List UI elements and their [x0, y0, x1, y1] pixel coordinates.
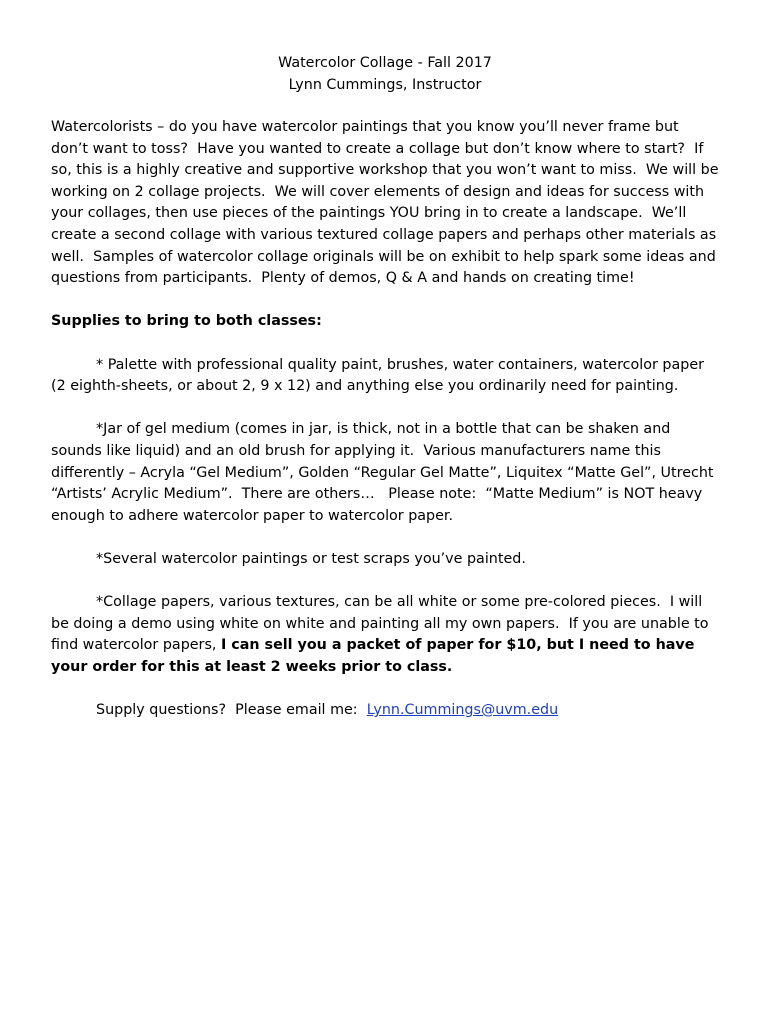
supplies-heading: Supplies to bring to both classes: — [51, 313, 322, 330]
instructor-line: Lynn Cummings, Instructor — [288, 77, 482, 93]
supply-item-gel-medium: *Jar of gel medium (comes in jar, is thick, not in a bottle that can be shaken and sounds like liquid) and an old brush for applying it. Various manufacturers name this differently – Acryla “Gel Medium”, Golden “Regular Gel Matte”, Liquitex “Matte Gel”, Utrecht “Artists’ Acrylic Medium”. There are others… Please note: “Matte Medium” is NOT heavy enough to adhere watercolor paper to watercolor paper. — [51, 421, 719, 524]
intro-paragraph: Watercolorists – do you have watercolor paintings that you know you’ll never frame but don’t want to toss? Have you wanted to create a collage but don’t know where to start? If so, this is a highly creative and supportive workshop that you won’t want to miss. We will be working on 2 collage projects. We will cover elements of design and ideas for success with your collages, then use pieces of the paintings YOU bring in to create a landscape. We’ll create a second collage with various textured collage papers and perhaps other materials as well. Samples of watercolor collage originals will be on exhibit to help spark some ideas and questions from participants. Plenty of demos, Q & A and hands on creating time! — [51, 119, 724, 287]
collage-papers-text: *Collage papers, various textures, can be all white or some pre-colored pieces. I will be doing a demo using white on white and painting all my own papers. If you are unable to find watercolor papers, — [51, 594, 714, 654]
email-link[interactable]: Lynn.Cummings@uvm.edu — [366, 702, 559, 719]
supply-item-palette: * Palette with professional quality paint, brushes, water containers, watercolor paper (2 eighth-sheets, or about 2, 9 x 12) and anything else you ordinarily need for painting. — [51, 356, 709, 395]
document-page — [51, 52, 724, 722]
contact-label: Supply questions? Please email me: — [96, 702, 367, 719]
contact-line — [51, 700, 719, 722]
paper-packet-offer: I can sell you a packet of paper for $10, but I need to have your order for this at least 2 weeks prior to class. — [51, 637, 700, 675]
document-title: Watercolor Collage - Fall 2017 — [278, 55, 492, 71]
supply-item-paintings: *Several watercolor paintings or test scraps you’ve painted. — [96, 550, 526, 567]
supply-item-collage-papers — [51, 592, 719, 678]
